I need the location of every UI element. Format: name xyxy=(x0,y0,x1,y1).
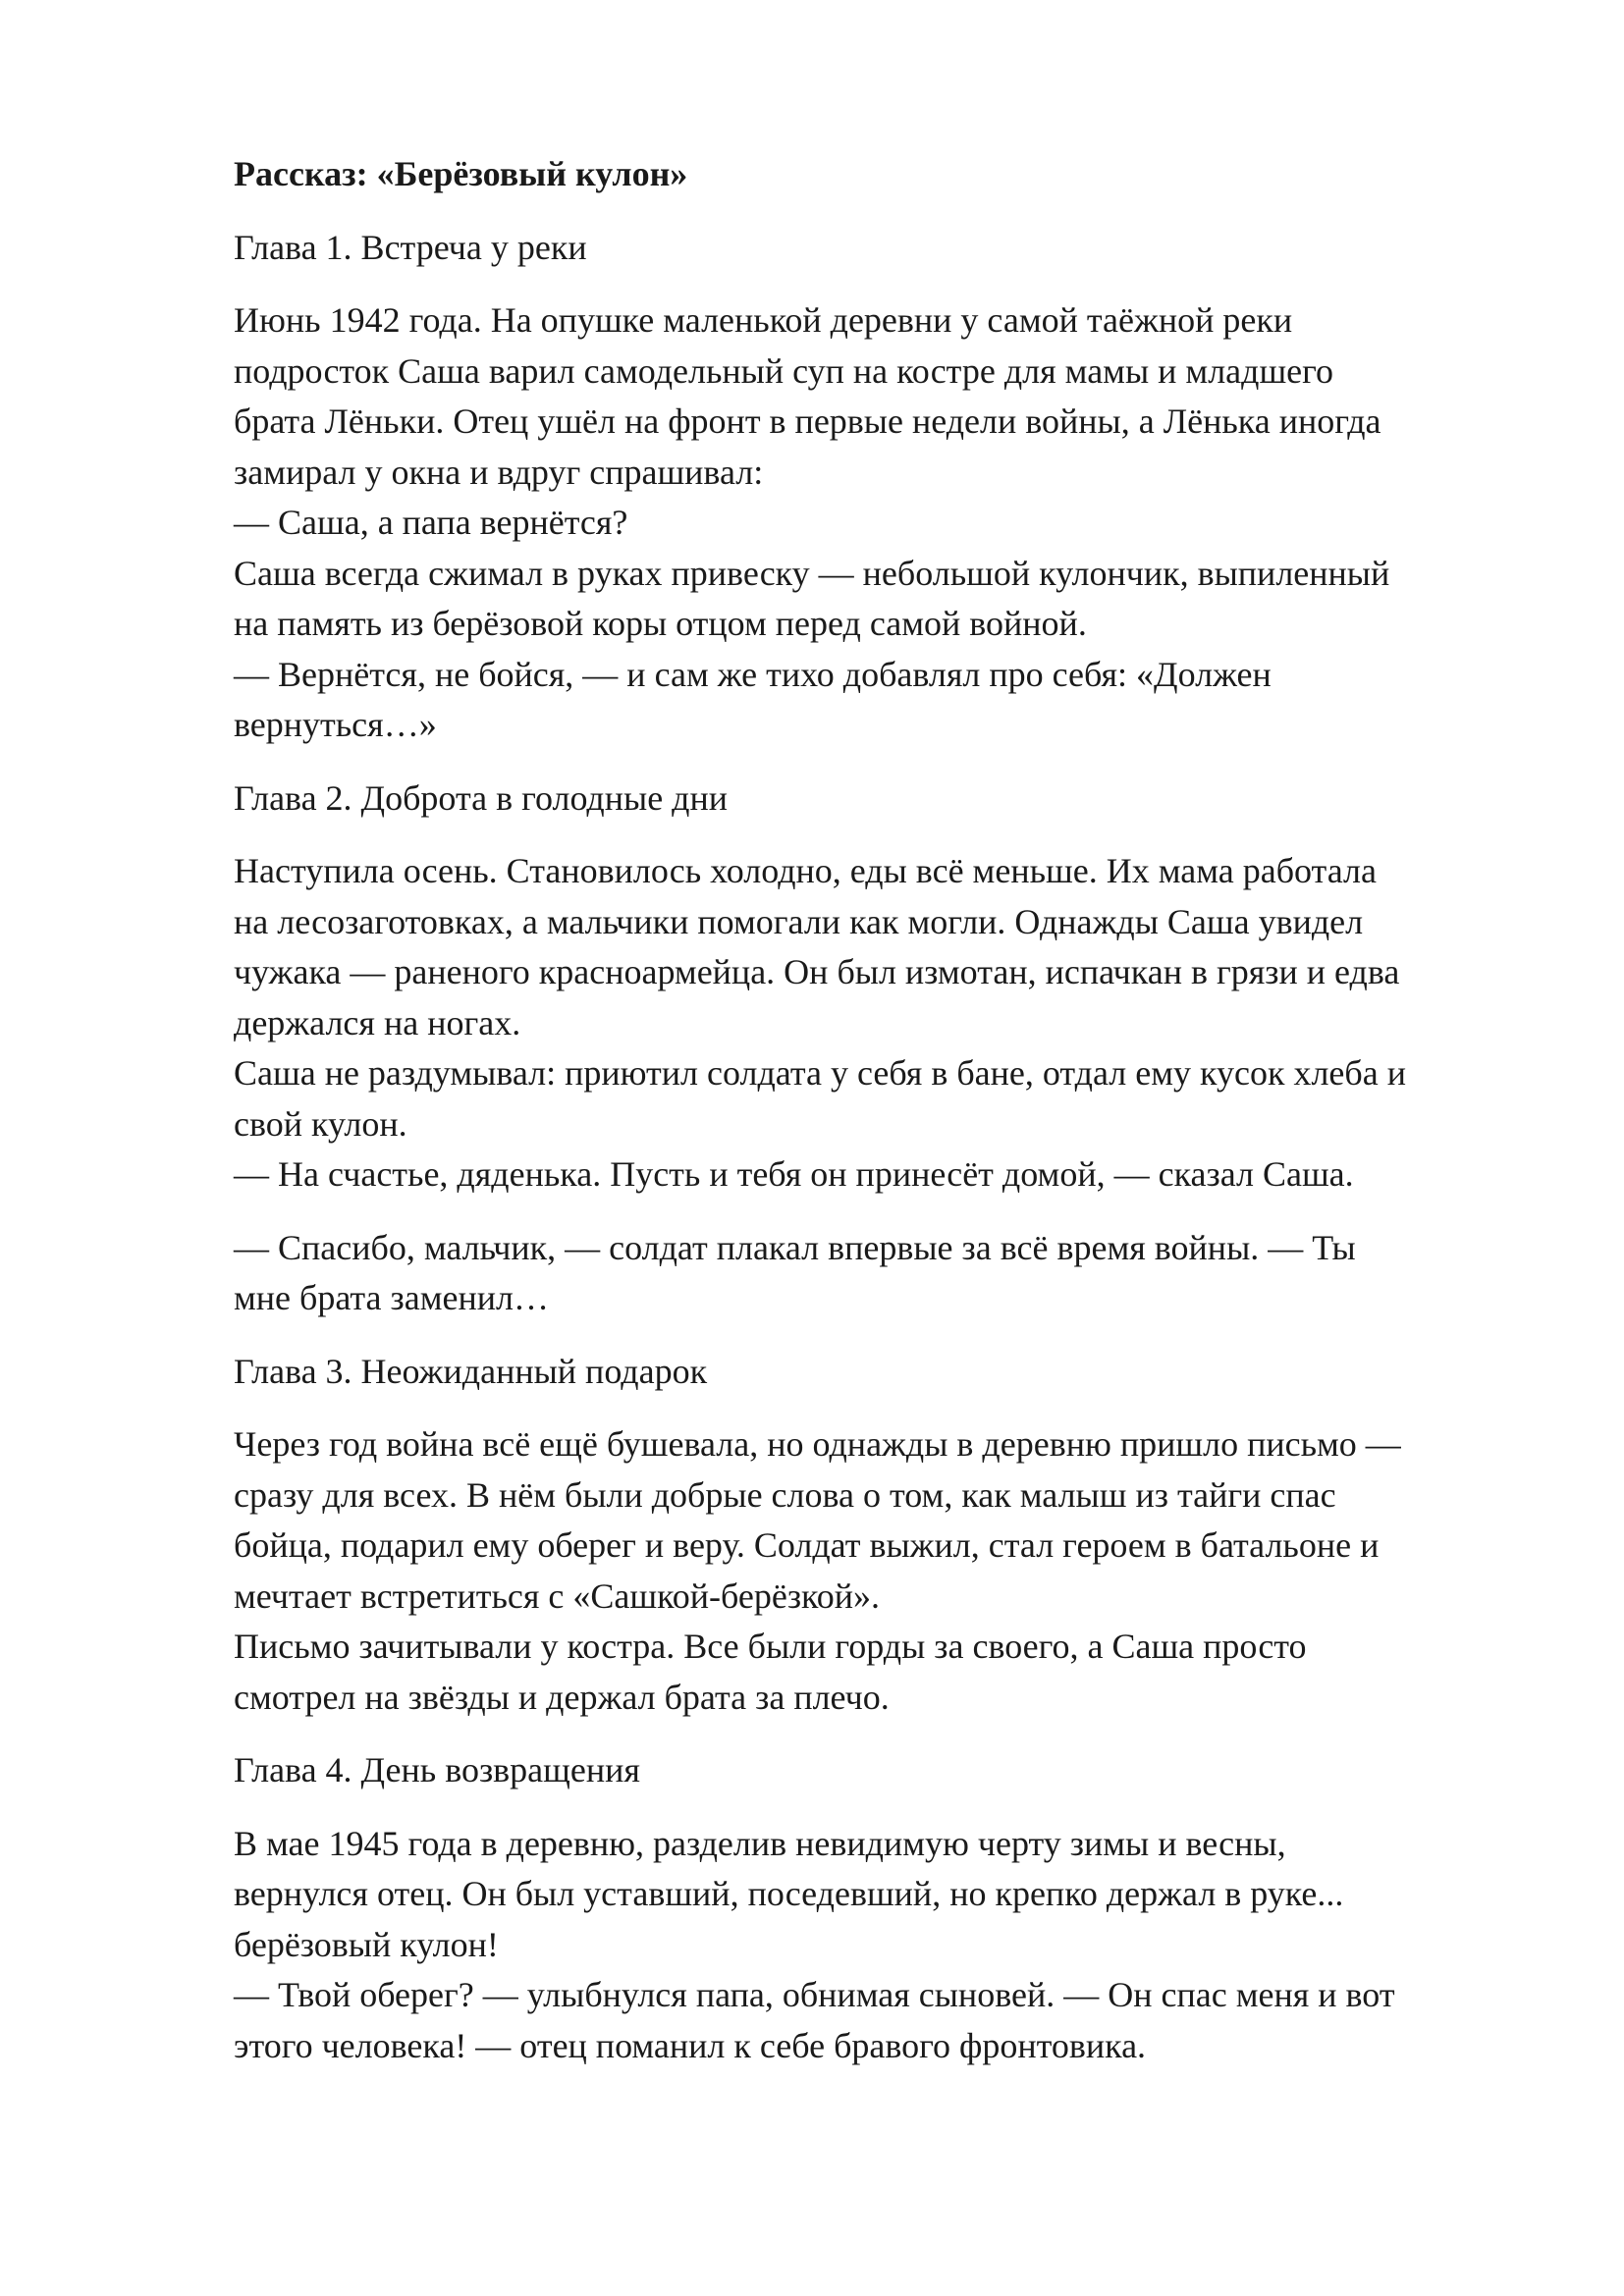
text-line: Через год война всё ещё бушевала, но однажды в деревню пришло письмо — xyxy=(234,1424,1401,1464)
story-title: Рассказ: «Берёзовый кулон» xyxy=(234,154,688,193)
text-line: на лесозаготовках, а мальчики помогали как могли. Однажды Саша увидел xyxy=(234,901,1364,941)
text-line: Наступила осень. Становилось холодно, еды всё меньше. Их мама работала xyxy=(234,851,1377,890)
text-line: — Спасибо, мальчик, — солдат плакал впервые за всё время войны. — Ты xyxy=(234,1227,1356,1267)
paragraph xyxy=(234,1419,1530,1723)
text-line: — Вернётся, не бойся, — и сам же тихо добавлял про себя: «Должен xyxy=(234,654,1272,694)
text-line: мне брата заменил… xyxy=(234,1278,549,1317)
text-line: берёзовый кулон! xyxy=(234,1924,499,1964)
text-line: сразу для всех. В нём были добрые слова о том, как малыш из тайги спас xyxy=(234,1474,1336,1515)
text-line: Июнь 1942 года. На опушке маленькой деревни у самой таёжной реки xyxy=(234,300,1293,340)
text-line: этого человека! — отец поманил к себе бравого фронтовика. xyxy=(234,2025,1147,2065)
story-body xyxy=(234,223,1530,2072)
text-line: держался на ногах. xyxy=(234,1002,521,1042)
text-line: Письмо зачитывали у костра. Все были горды за своего, а Саша просто xyxy=(234,1627,1307,1666)
text-line: брата Лёньки. Отец ушёл на фронт в первые недели войны, а Лёнька иногда xyxy=(234,401,1381,441)
chapter-heading: Глава 4. День возвращения xyxy=(234,1750,640,1789)
text-line: бойца, подарил ему оберег и веру. Солдат выжил, стал героем в батальоне и xyxy=(234,1525,1380,1565)
chapter-heading: Глава 1. Встреча у реки xyxy=(234,227,587,267)
text-line: чужака — раненого красноармейца. Он был измотан, испачкан в грязи и едва xyxy=(234,952,1400,991)
text-line: В мае 1945 года в деревню, разделив невидимую черту зимы и весны, xyxy=(234,1823,1286,1863)
text-line: вернулся отец. Он был уставший, поседевший, но крепко держал в руке... xyxy=(234,1874,1344,1913)
paragraph xyxy=(234,846,1530,1201)
text-line: — Саша, а папа вернётся? xyxy=(234,503,628,542)
text-line: вернуться…» xyxy=(234,705,437,744)
text-line: Саша всегда сжимал в руках привеску — небольшой кулончик, выпиленный xyxy=(234,553,1390,593)
paragraph xyxy=(234,1819,1530,2072)
text-line: Саша не раздумывал: приютил солдата у себя в бане, отдал ему кусок хлеба и xyxy=(234,1053,1406,1093)
text-line: — Твой оберег? — улыбнулся папа, обнимая сыновей. — Он спас меня и вот xyxy=(234,1975,1395,2014)
text-line: смотрел на звёзды и держал брата за плечо. xyxy=(234,1677,890,1717)
text-line: замирал у окна и вдруг спрашивал: xyxy=(234,452,764,492)
paragraph xyxy=(234,1223,1530,1324)
chapter-heading: Глава 3. Неожиданный подарок xyxy=(234,1351,708,1391)
chapter-heading: Глава 2. Доброта в голодные дни xyxy=(234,777,729,818)
text-line: на память из берёзовой коры отцом перед самой войной. xyxy=(234,604,1087,643)
text-line: — На счастье, дяденька. Пусть и тебя он принесёт домой, — сказал Саша. xyxy=(234,1154,1354,1194)
text-line: подросток Саша варил самодельный суп на костре для мамы и младшего xyxy=(234,350,1334,391)
text-line: мечтает встретиться с «Сашкой-берёзкой». xyxy=(234,1575,880,1616)
paragraph xyxy=(234,295,1530,751)
text-line: свой кулон. xyxy=(234,1103,407,1144)
document-page xyxy=(234,149,1530,2094)
